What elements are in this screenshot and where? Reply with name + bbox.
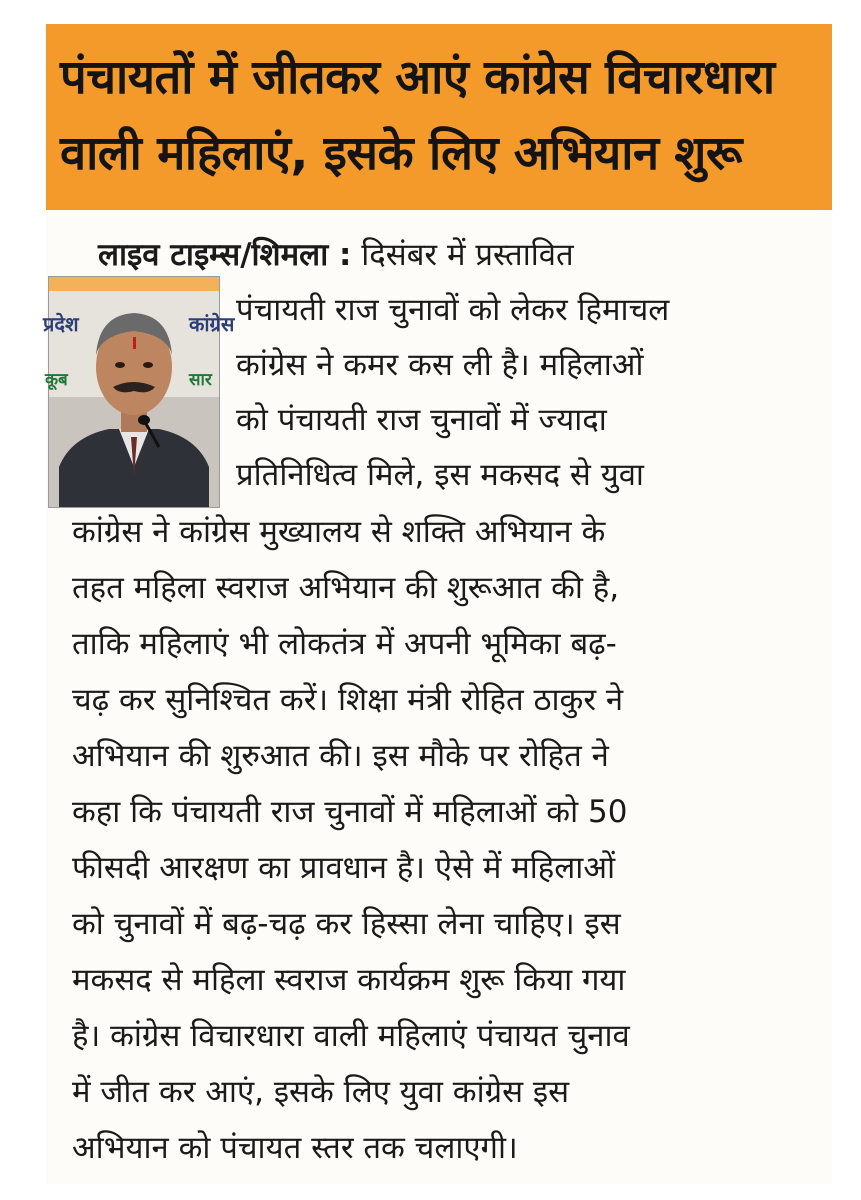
article-line-8: ताकि महिलाएं भी लोकतंत्र में अपनी भूमिका बढ़- (72, 626, 617, 662)
article-line-4: को पंचायती राज चुनावों में ज्यादा (236, 402, 607, 438)
article-line-13: को चुनावों में बढ़-चढ़ कर हिस्सा लेना चाहिए। इस (72, 906, 621, 942)
article-line-15: है। कांग्रेस विचारधारा वाली महिलाएं पंचायत चुनाव (72, 1018, 630, 1054)
portrait-image (43, 277, 235, 507)
article-line-10: अभियान की शुरुआत की। इस मौके पर रोहित ने (72, 738, 609, 774)
article-line-5: प्रतिनिधित्व मिले, इस मकसद से युवा (236, 457, 644, 493)
article-line-1: लाइव टाइम्स/शिमला : दिसंबर में प्रस्तावित (98, 237, 574, 273)
backdrop-text-bottom-right: सार (189, 370, 212, 390)
article-line-9: चढ़ कर सुनिश्चित करें। शिक्षा मंत्री रोहित ठाकुर ने (72, 682, 624, 718)
article-line-2: पंचायती राज चुनावों को लेकर हिमाचल (236, 292, 670, 328)
article-line-14: मकसद से महिला स्वराज कार्यक्रम शुरू किया गया (72, 962, 626, 998)
backdrop-text-right: कांग्रेस (189, 312, 235, 336)
news-clipping (43, 24, 832, 1184)
headline-banner (46, 24, 832, 210)
article-line-3: कांग्रेस ने कमर कस ली है। महिलाओं (236, 347, 644, 383)
article-line-17: अभियान को पंचायत स्तर तक चलाएगी। (72, 1130, 518, 1166)
byline: लाइव टाइम्स/शिमला : (98, 237, 352, 273)
politician-photo (43, 276, 235, 508)
backdrop-text-top: प्रदेश (43, 312, 79, 336)
headline (60, 40, 820, 192)
headline-line-2: वाली महिलाएं, इसके लिए अभियान शुरू (60, 126, 742, 181)
article-line-7: तहत महिला स्वराज अभियान की शुरूआत की है, (72, 570, 620, 606)
backdrop-text-bottom: कूब (45, 370, 68, 390)
article-line-16: में जीत कर आएं, इसके लिए युवा कांग्रेस इस (72, 1074, 570, 1110)
article-line-6: कांग्रेस ने कांग्रेस मुख्यालय से शक्ति अभियान के (72, 514, 606, 550)
headline-line-1: पंचायतों में जीतकर आएं कांग्रेस विचारधारा (60, 50, 775, 105)
article-line-11: कहा कि पंचायती राज चुनावों में महिलाओं को 50 (72, 794, 628, 830)
article-line-12: फीसदी आरक्षण का प्रावधान है। ऐसे में महिलाओं (72, 850, 615, 886)
